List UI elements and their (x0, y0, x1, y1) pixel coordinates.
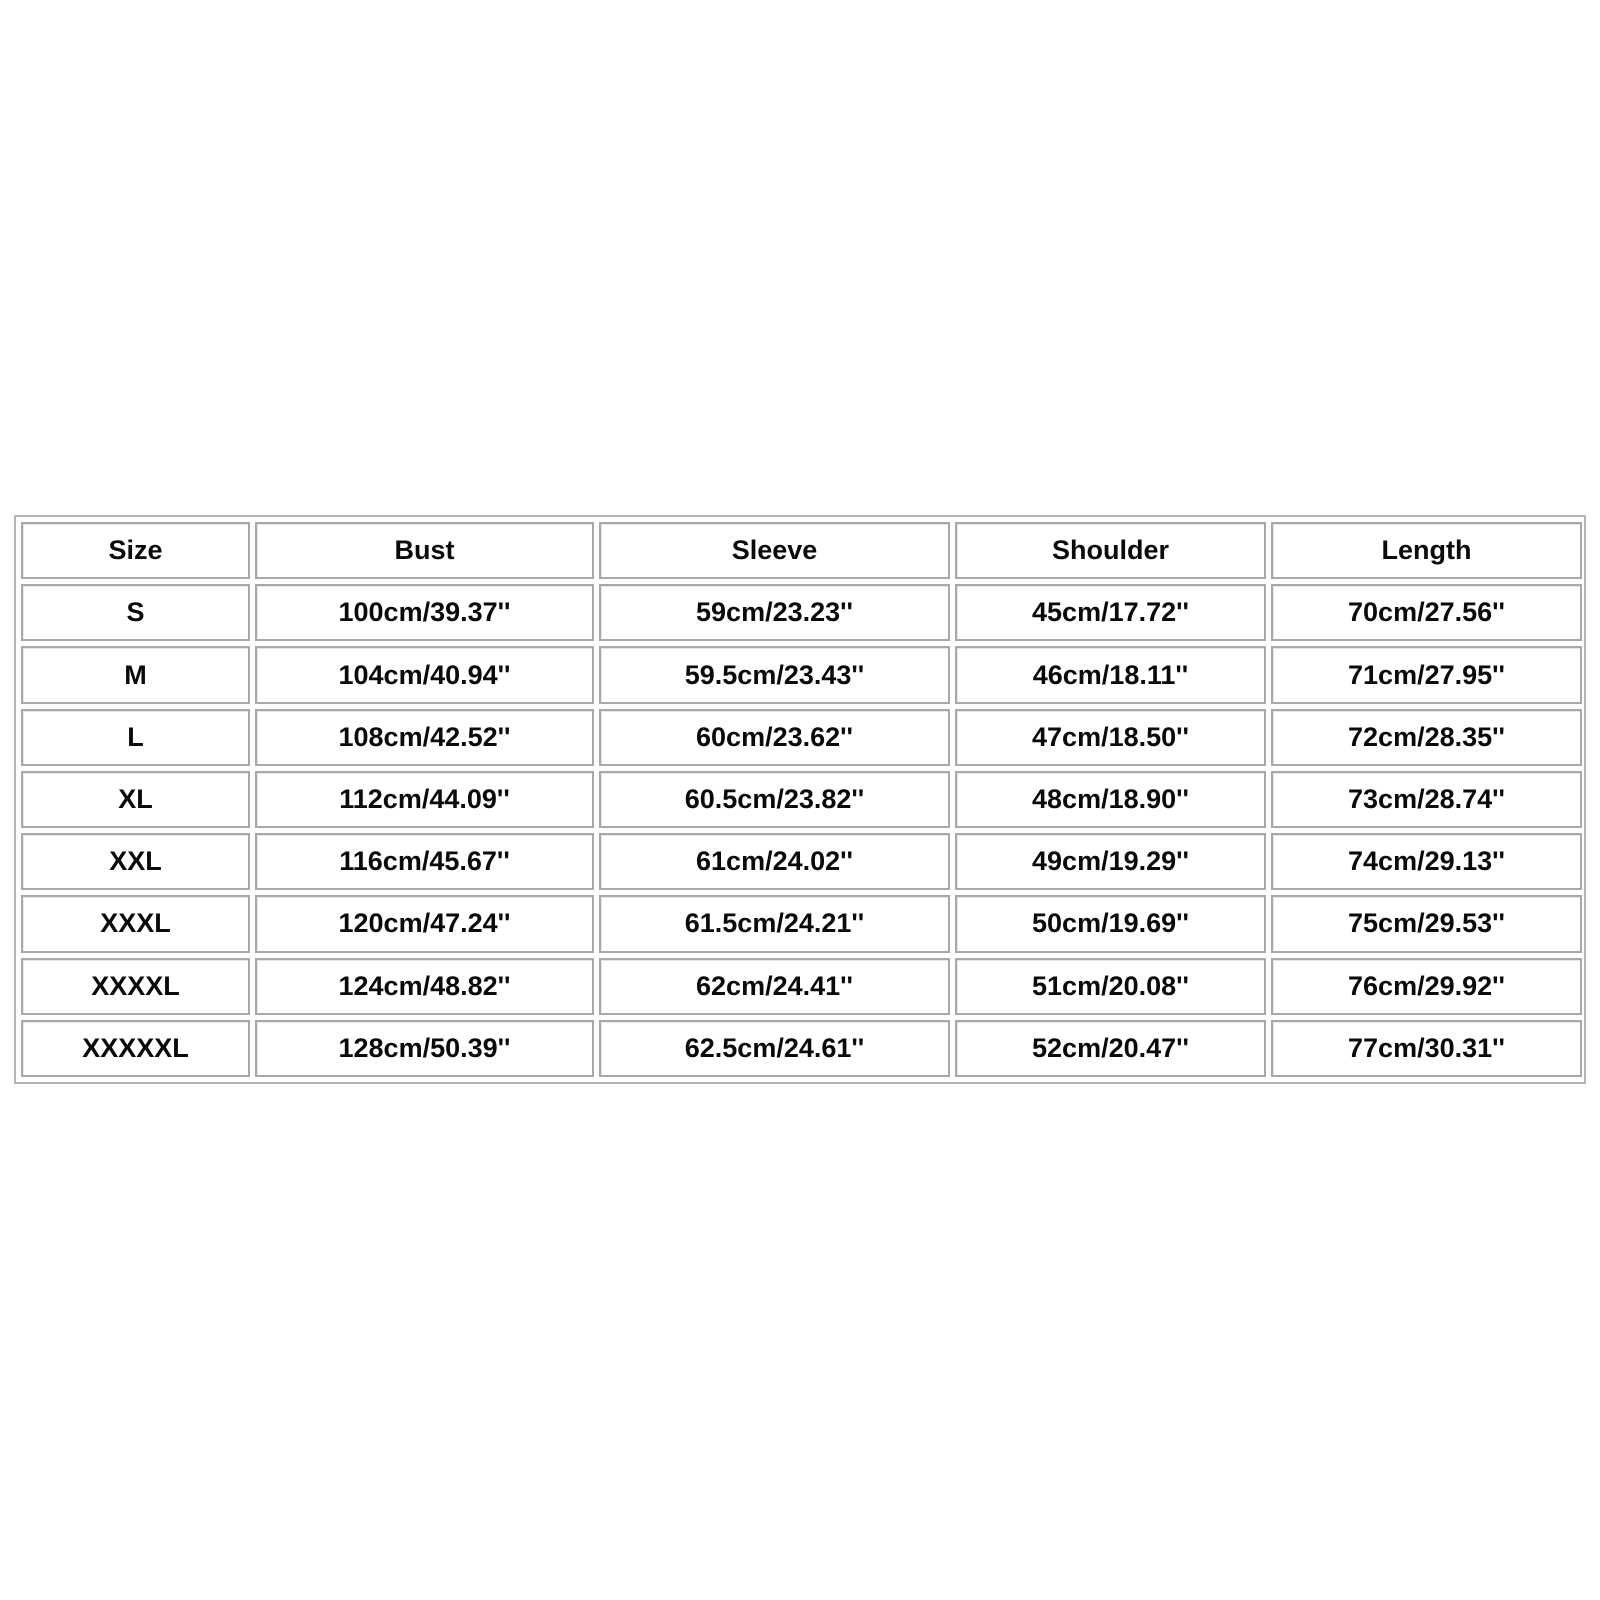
cell-shoulder: 49cm/19.29'' (955, 833, 1266, 890)
cell-size: S (21, 584, 250, 641)
cell-size: L (21, 709, 250, 766)
cell-bust: 104cm/40.94'' (255, 646, 594, 703)
cell-bust: 128cm/50.39'' (255, 1020, 594, 1077)
table-row (21, 584, 1582, 641)
cell-sleeve: 59cm/23.23'' (599, 584, 950, 641)
cell-sleeve: 61.5cm/24.21'' (599, 895, 950, 952)
size-chart (14, 515, 1586, 1084)
cell-sleeve: 62.5cm/24.61'' (599, 1020, 950, 1077)
table-row (21, 958, 1582, 1015)
table-row (21, 646, 1582, 703)
cell-shoulder: 45cm/17.72'' (955, 584, 1266, 641)
cell-bust: 124cm/48.82'' (255, 958, 594, 1015)
table-row (21, 833, 1582, 890)
cell-size: XXL (21, 833, 250, 890)
cell-bust: 116cm/45.67'' (255, 833, 594, 890)
header-sleeve: Sleeve (599, 522, 950, 579)
header-size: Size (21, 522, 250, 579)
cell-shoulder: 51cm/20.08'' (955, 958, 1266, 1015)
header-row (21, 522, 1582, 579)
cell-bust: 108cm/42.52'' (255, 709, 594, 766)
cell-size: M (21, 646, 250, 703)
cell-sleeve: 60cm/23.62'' (599, 709, 950, 766)
cell-shoulder: 48cm/18.90'' (955, 771, 1266, 828)
cell-length: 74cm/29.13'' (1271, 833, 1582, 890)
cell-bust: 112cm/44.09'' (255, 771, 594, 828)
cell-size: XL (21, 771, 250, 828)
cell-length: 76cm/29.92'' (1271, 958, 1582, 1015)
table-row (21, 895, 1582, 952)
cell-sleeve: 61cm/24.02'' (599, 833, 950, 890)
cell-length: 70cm/27.56'' (1271, 584, 1582, 641)
header-bust: Bust (255, 522, 594, 579)
cell-length: 73cm/28.74'' (1271, 771, 1582, 828)
cell-size: XXXL (21, 895, 250, 952)
cell-size: XXXXL (21, 958, 250, 1015)
cell-length: 75cm/29.53'' (1271, 895, 1582, 952)
cell-bust: 100cm/39.37'' (255, 584, 594, 641)
table-row (21, 709, 1582, 766)
cell-length: 77cm/30.31'' (1271, 1020, 1582, 1077)
cell-shoulder: 52cm/20.47'' (955, 1020, 1266, 1077)
cell-length: 71cm/27.95'' (1271, 646, 1582, 703)
cell-sleeve: 59.5cm/23.43'' (599, 646, 950, 703)
header-length: Length (1271, 522, 1582, 579)
size-chart-table (16, 517, 1587, 1082)
cell-size: XXXXXL (21, 1020, 250, 1077)
cell-shoulder: 46cm/18.11'' (955, 646, 1266, 703)
header-shoulder: Shoulder (955, 522, 1266, 579)
cell-shoulder: 50cm/19.69'' (955, 895, 1266, 952)
cell-sleeve: 62cm/24.41'' (599, 958, 950, 1015)
table-row (21, 771, 1582, 828)
cell-bust: 120cm/47.24'' (255, 895, 594, 952)
cell-sleeve: 60.5cm/23.82'' (599, 771, 950, 828)
cell-length: 72cm/28.35'' (1271, 709, 1582, 766)
table-row (21, 1020, 1582, 1077)
cell-shoulder: 47cm/18.50'' (955, 709, 1266, 766)
